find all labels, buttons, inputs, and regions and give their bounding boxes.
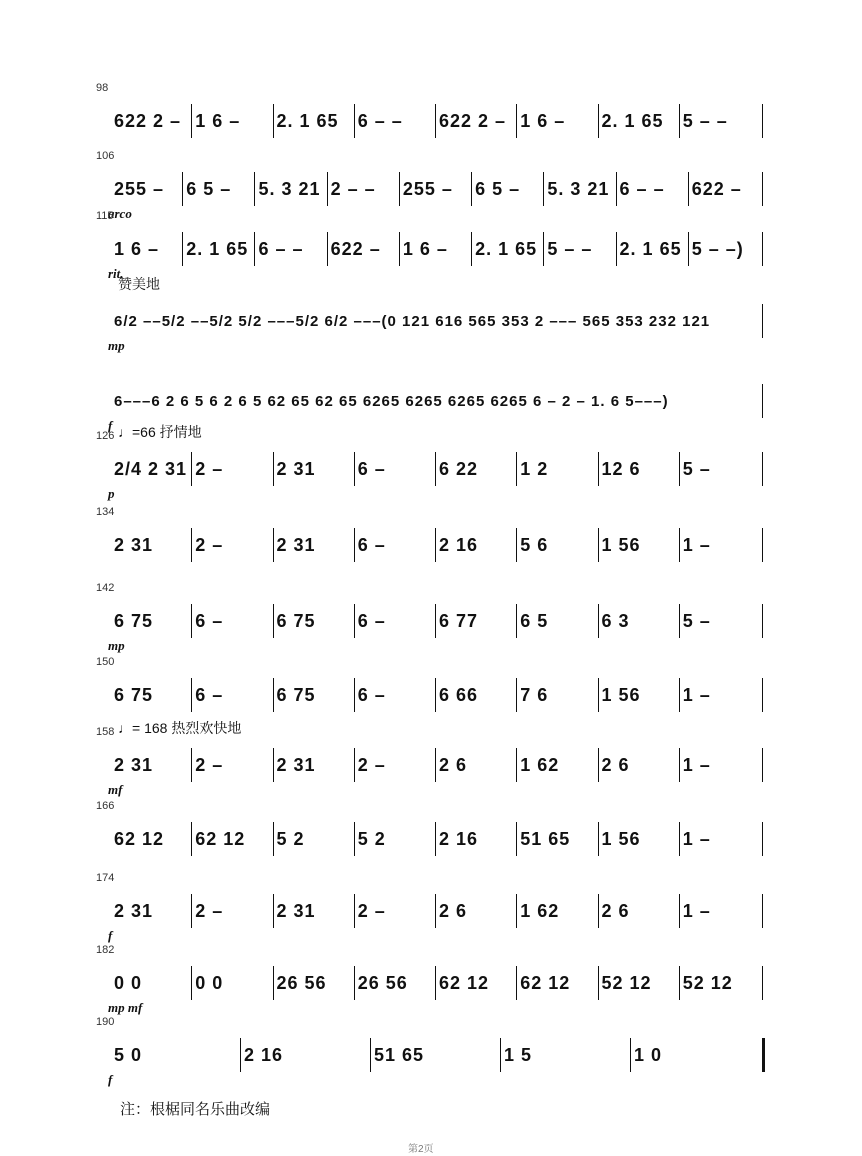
barline — [598, 104, 599, 138]
measure: 2. 1 65 — [601, 110, 664, 131]
measure: 5 – –) — [691, 238, 744, 259]
measure: 2 31 — [276, 900, 316, 921]
barline — [273, 528, 274, 562]
measure: 2 – — [195, 754, 224, 775]
barline — [182, 172, 183, 206]
measure-number: 174 — [96, 872, 115, 884]
measure: 2. 1 65 — [619, 238, 682, 259]
measure: 2 16 — [439, 828, 479, 849]
barline — [679, 678, 680, 712]
measure: 6–––6 2 6 5 6 2 6 5 62 65 62 65 6265 6265 6265 6265 6 – 2 – 1. 6 5–––) — [114, 392, 669, 410]
barline — [471, 232, 472, 266]
staff-line — [110, 894, 770, 928]
measure: 26 56 — [276, 972, 327, 993]
measure: 5 – – — [682, 110, 728, 131]
barline — [273, 966, 274, 1000]
dynamic-marking: f — [108, 418, 113, 433]
barline — [679, 604, 680, 638]
measure-number: 134 — [96, 506, 115, 518]
measure: 6 3 — [601, 610, 630, 631]
barline — [598, 528, 599, 562]
music-system-10 — [0, 720, 862, 797]
measure: 62 12 — [114, 828, 165, 849]
barline — [354, 966, 355, 1000]
barline — [182, 232, 183, 266]
barline — [370, 1038, 371, 1072]
measure: 2 – — [357, 754, 386, 775]
barline — [435, 528, 436, 562]
barline — [273, 604, 274, 638]
measure: 6 77 — [439, 610, 479, 631]
measure-number: 106 — [96, 150, 115, 162]
measure: 6 66 — [439, 684, 479, 705]
measure: 2 31 — [114, 900, 154, 921]
music-system-8 — [0, 582, 862, 653]
music-system-11 — [0, 800, 862, 860]
measure: 255 – — [402, 178, 453, 199]
measure: 1 6 – — [402, 238, 448, 259]
staff-line — [110, 604, 770, 638]
measure: 2 6 — [601, 754, 630, 775]
barline — [191, 104, 192, 138]
measure: 1 0 — [634, 1044, 663, 1065]
barline — [516, 894, 517, 928]
measure: 5 – — [682, 458, 711, 479]
barline — [471, 172, 472, 206]
barline — [516, 104, 517, 138]
barline — [688, 172, 689, 206]
measure-number: 150 — [96, 656, 115, 668]
barline — [435, 966, 436, 1000]
staff-line — [110, 1038, 770, 1072]
music-system-3 — [0, 210, 862, 281]
dynamic-marking: p — [108, 486, 115, 501]
barline — [762, 304, 763, 338]
barline — [679, 822, 680, 856]
barline — [516, 822, 517, 856]
measure: 51 65 — [520, 828, 571, 849]
measure: 6 – — [195, 684, 224, 705]
measure: 6 – – — [357, 110, 403, 131]
barline — [273, 748, 274, 782]
dynamic-marking: f — [108, 928, 113, 943]
measure: 622 – — [330, 238, 381, 259]
measure: 52 12 — [682, 972, 733, 993]
measure: 6 – — [357, 458, 386, 479]
measure: 2 6 — [601, 900, 630, 921]
measure: 2 – — [195, 458, 224, 479]
measure: 1 5 — [504, 1044, 533, 1065]
dynamic-marking: rit. — [108, 266, 124, 281]
barline — [191, 748, 192, 782]
music-system-1 — [0, 82, 862, 142]
barline — [435, 104, 436, 138]
barline — [435, 894, 436, 928]
barline — [762, 604, 763, 638]
staff-line — [110, 452, 770, 486]
barline — [616, 172, 617, 206]
barline — [762, 104, 763, 138]
measure: 1 – — [682, 900, 711, 921]
dynamic-marking: mp mf — [108, 1000, 143, 1015]
staff-line — [110, 232, 770, 266]
measure: 1 – — [682, 534, 711, 555]
measure: 2 31 — [276, 534, 316, 555]
measure: 0 0 — [195, 972, 224, 993]
barline — [191, 528, 192, 562]
measure: 6 75 — [276, 684, 316, 705]
measure: 5 – — [682, 610, 711, 631]
barline — [254, 232, 255, 266]
barline — [240, 1038, 241, 1072]
dynamic-marking: mf — [108, 782, 123, 797]
measure: 51 65 — [374, 1044, 425, 1065]
barline — [516, 966, 517, 1000]
measure: 2 31 — [276, 754, 316, 775]
measure: 622 2 – — [114, 110, 182, 131]
barline — [191, 894, 192, 928]
barline — [191, 966, 192, 1000]
barline — [543, 172, 544, 206]
measure: 6 22 — [439, 458, 479, 479]
measure: 6 – — [357, 610, 386, 631]
staff-line — [110, 966, 770, 1000]
measure: 52 12 — [601, 972, 652, 993]
staff-line — [110, 822, 770, 856]
barline — [435, 822, 436, 856]
measure: 2 – – — [330, 178, 376, 199]
staff-line — [110, 172, 770, 206]
barline — [616, 232, 617, 266]
measure: 5 2 — [276, 828, 305, 849]
staff-line — [110, 104, 770, 138]
measure: 6 – — [357, 684, 386, 705]
measure: 2 6 — [439, 900, 468, 921]
measure: 1 – — [682, 684, 711, 705]
barline — [354, 452, 355, 486]
measure: 2. 1 65 — [276, 110, 339, 131]
measure: 5 2 — [357, 828, 386, 849]
barline — [191, 678, 192, 712]
measure: 7 6 — [520, 684, 549, 705]
measure: 2 31 — [114, 754, 154, 775]
measure: 6 – – — [619, 178, 665, 199]
barline — [762, 384, 763, 418]
measure-number: 166 — [96, 800, 115, 812]
staff-line — [110, 528, 770, 562]
barline — [598, 822, 599, 856]
barline — [598, 966, 599, 1000]
barline — [679, 452, 680, 486]
barline — [191, 822, 192, 856]
measure: 1 56 — [601, 684, 641, 705]
measure: 622 – — [691, 178, 742, 199]
barline — [516, 528, 517, 562]
footnote: 注：根椐同名乐曲改编 — [120, 1101, 271, 1118]
measure: 1 – — [682, 828, 711, 849]
measure: 6 75 — [114, 610, 154, 631]
barline — [354, 528, 355, 562]
measure: 0 0 — [114, 972, 143, 993]
barline — [543, 232, 544, 266]
measure: 62 12 — [439, 972, 490, 993]
measure: 1 6 – — [114, 238, 160, 259]
measure: 6 5 — [520, 610, 549, 631]
barline — [762, 894, 763, 928]
tempo-marking: ♩=66 抒情地 — [118, 424, 202, 440]
barline — [327, 232, 328, 266]
measure: 62 12 — [520, 972, 571, 993]
measure-number: 115 — [96, 210, 114, 222]
dynamic-marking: f — [108, 1072, 113, 1087]
measure: 1 6 – — [520, 110, 566, 131]
staff-line — [110, 748, 770, 782]
barline — [598, 678, 599, 712]
measure: 1 – — [682, 754, 711, 775]
measure: 2 – — [195, 534, 224, 555]
barline — [354, 748, 355, 782]
measure-number: 142 — [96, 582, 115, 594]
barline — [630, 1038, 631, 1072]
staff-line — [110, 678, 770, 712]
measure: 2/4 2 31 — [114, 458, 188, 479]
measure: 6 – — [195, 610, 224, 631]
music-system-12 — [0, 872, 862, 943]
barline — [516, 604, 517, 638]
music-system-9 — [0, 656, 862, 716]
barline — [762, 452, 763, 486]
music-system-6 — [0, 424, 862, 501]
measure: 2 6 — [439, 754, 468, 775]
measure: 1 56 — [601, 534, 641, 555]
dynamic-marking: mp — [108, 638, 125, 653]
measure: 5. 3 21 — [547, 178, 610, 199]
barline — [679, 528, 680, 562]
barline — [679, 104, 680, 138]
measure: 2 – — [357, 900, 386, 921]
barline — [598, 748, 599, 782]
barline — [191, 604, 192, 638]
barline — [354, 104, 355, 138]
music-system-14 — [0, 1016, 862, 1087]
barline — [273, 822, 274, 856]
measure: 1 62 — [520, 900, 560, 921]
barline — [435, 748, 436, 782]
barline — [762, 232, 763, 266]
barline — [762, 822, 763, 856]
music-system-13 — [0, 944, 862, 1015]
barline — [273, 894, 274, 928]
barline — [399, 172, 400, 206]
staff-line — [110, 384, 770, 418]
barline — [762, 678, 763, 712]
measure-number: 158 — [96, 726, 115, 738]
measure-number: 98 — [96, 82, 109, 94]
measure: 1 62 — [520, 754, 560, 775]
measure: 2 16 — [439, 534, 479, 555]
music-system-7 — [0, 506, 862, 566]
measure: 62 12 — [195, 828, 246, 849]
page-label: 第2页 — [408, 1144, 434, 1155]
barline — [679, 966, 680, 1000]
barline — [598, 894, 599, 928]
barline — [354, 678, 355, 712]
barline — [762, 528, 763, 562]
barline — [435, 452, 436, 486]
barline — [191, 452, 192, 486]
barline — [598, 452, 599, 486]
measure: 2 16 — [244, 1044, 284, 1065]
dynamic-marking: arco — [108, 206, 132, 221]
measure: 1 2 — [520, 458, 549, 479]
barline — [435, 678, 436, 712]
measure: 2 – — [195, 900, 224, 921]
measure: 6 5 – — [475, 178, 521, 199]
barline — [679, 894, 680, 928]
measure: 5. 3 21 — [258, 178, 321, 199]
measure: 6 – – — [258, 238, 304, 259]
barline — [354, 822, 355, 856]
final-barline — [762, 1038, 765, 1072]
barline — [327, 172, 328, 206]
tempo-marking: ♩= 168 热烈欢快地 — [118, 720, 242, 736]
barline — [516, 452, 517, 486]
staff-line — [110, 304, 770, 338]
measure-number: 126 — [96, 430, 115, 442]
measure: 2. 1 65 — [186, 238, 249, 259]
barline — [598, 604, 599, 638]
barline — [435, 604, 436, 638]
barline — [516, 748, 517, 782]
measure: 255 – — [114, 178, 165, 199]
barline — [679, 748, 680, 782]
measure: 2. 1 65 — [475, 238, 538, 259]
measure: 5 – – — [547, 238, 593, 259]
measure: 1 6 – — [195, 110, 241, 131]
measure: 6 – — [357, 534, 386, 555]
measure: 622 2 – — [439, 110, 507, 131]
measure: 2 31 — [276, 458, 316, 479]
measure: 5 0 — [114, 1044, 143, 1065]
measure: 6/2 ––5/2 ––5/2 5/2 –––5/2 6/2 –––(0 121 616 565 353 2 ––– 565 353 232 121 — [114, 312, 711, 330]
measure-number: 190 — [96, 1016, 115, 1028]
measure: 26 56 — [357, 972, 408, 993]
measure: 5 6 — [520, 534, 549, 555]
tempo-marking: 赞美地 — [118, 276, 160, 292]
barline — [354, 894, 355, 928]
barline — [273, 678, 274, 712]
barline — [273, 104, 274, 138]
barline — [273, 452, 274, 486]
measure: 6 75 — [114, 684, 154, 705]
barline — [688, 232, 689, 266]
barline — [354, 604, 355, 638]
barline — [254, 172, 255, 206]
music-system-4 — [0, 276, 862, 353]
dynamic-marking: mp — [108, 338, 125, 353]
measure: 1 56 — [601, 828, 641, 849]
barline — [500, 1038, 501, 1072]
measure: 6 75 — [276, 610, 316, 631]
measure: 2 31 — [114, 534, 154, 555]
measure-number: 182 — [96, 944, 115, 956]
barline — [762, 172, 763, 206]
measure: 6 5 – — [186, 178, 232, 199]
barline — [399, 232, 400, 266]
barline — [762, 748, 763, 782]
barline — [516, 678, 517, 712]
measure: 12 6 — [601, 458, 641, 479]
barline — [762, 966, 763, 1000]
